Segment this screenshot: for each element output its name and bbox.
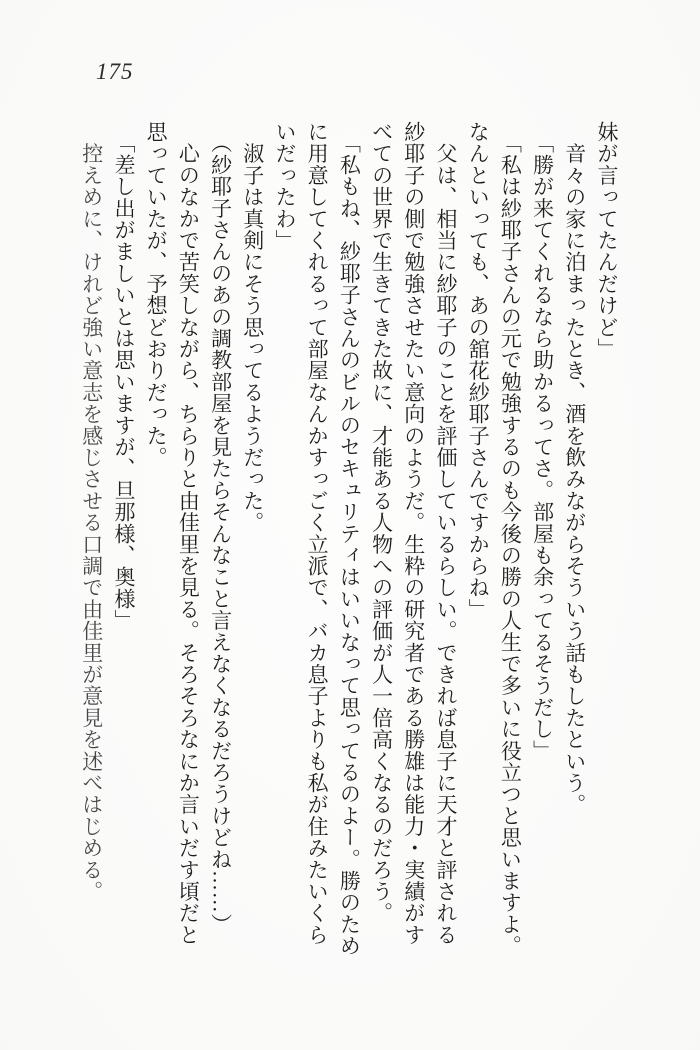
text-column: 紗耶子の側で勉強させたい意向のようだ。生粋の研究者である勝雄は能力・実績がす: [401, 121, 426, 946]
text-column: に用意してくれるって部屋なんかすっごく立派で、バカ息子よりも私が住みたいくら: [305, 121, 330, 946]
text-column: 「私は紗耶子さんの元で勉強するのも今後の勝の人生で多いに役立つと思いますよ。: [498, 121, 523, 957]
page-number: 175: [96, 59, 134, 84]
text-column: 「勝が来てくれるなら助かるってさ。部屋も余ってるそうだし」: [530, 121, 555, 762]
text-column: 淑子は真剣にそう思ってるようだった。: [240, 121, 265, 534]
text-column: 父は、相当に紗耶子のことを評価しているらしい。できれば息子に天才と評される: [433, 121, 458, 946]
text-column: 思っていたが、予想どおりだった。: [144, 121, 169, 469]
text-column: いだったわ」: [272, 121, 297, 252]
text-column: べての世界で生きてきた故に、才能ある人物への評価が人一倍高くなるのだろう。: [369, 121, 394, 924]
text-column: 「私もね、紗耶子さんのビルのセキュリティはいいなって思ってるのよー。勝のため: [337, 121, 362, 957]
text-column: 妹が言ってたんだけど」: [595, 121, 619, 360]
text-column: 「差し出がましいとは思いますが、旦那様、奥様」: [111, 121, 136, 632]
text-column: なんといっても、あの舘花紗耶子さんですからね」: [466, 121, 491, 621]
text-column: 音々の家に泊まったとき、酒を飲みながらそういう話もしたという。: [562, 121, 587, 816]
text-column: 心のなかで苦笑しながら、ちらりと由佳里を見る。そろそろなにか言いだす頃だと: [176, 121, 201, 946]
text-column: 控えめに、けれど強い意志を感じさせる口調で由佳里が意見を述べはじめる。: [79, 121, 104, 903]
vertical-text-block: [76, 121, 623, 967]
text-column: （紗耶子さんのあの調教部屋を見たらそんなこと言えなくなるだろうけどね……）: [208, 121, 233, 936]
